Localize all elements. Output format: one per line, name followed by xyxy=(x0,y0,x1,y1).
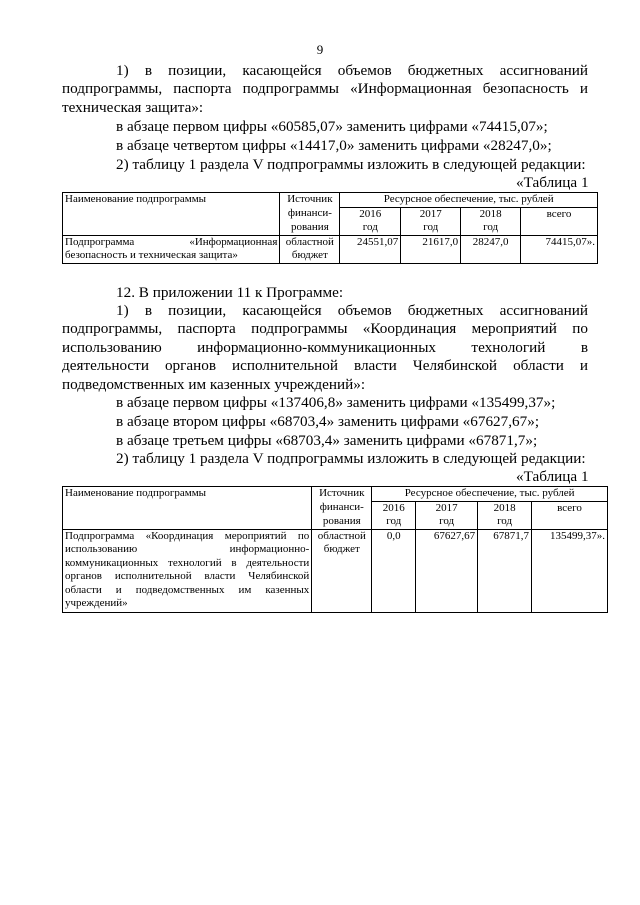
resource-table-1 xyxy=(62,192,598,264)
header-resources: Ресурсное обеспечение, тыс. рублей xyxy=(372,487,608,502)
header-total: всего xyxy=(532,501,608,529)
paragraph-line: техническая защита»: xyxy=(62,99,204,116)
header-source-line: финанси- xyxy=(319,501,364,513)
cell-2016: 24551,07 xyxy=(340,235,401,263)
paragraph-line: в абзаце третьем цифры «68703,4» заменить цифрами «67871,7»; xyxy=(116,432,538,449)
header-name: Наименование подпрограммы xyxy=(63,193,280,208)
cell-subprogram-name: Подпрограмма «Информационная безопасность и техническая защита» xyxy=(63,235,280,263)
header-year: 2016 год xyxy=(340,207,401,235)
header-name-cont xyxy=(63,501,312,529)
header-year: 2018 год xyxy=(461,207,521,235)
page-number: 9 xyxy=(316,42,324,57)
resource-table-2 xyxy=(62,486,608,613)
paragraph-line: в абзаце четвертом цифры «14417,0» заменить цифрами «28247,0»; xyxy=(116,137,552,154)
header-resources: Ресурсное обеспечение, тыс. рублей xyxy=(340,193,598,208)
cell-2018: 67871,7 xyxy=(478,529,532,612)
cell-source: областной бюджет xyxy=(312,529,372,612)
cell-subprogram-name: Подпрограмма «Координация мероприятий по использованию информационно-коммуникационных технологий в деятельности органов исполнительной власти Челябинской области и подведомственных им казенных учреждений» xyxy=(63,529,312,612)
paragraph-line: деятельности органов исполнительной власти Челябинской области и xyxy=(62,357,588,374)
header-name: Наименование подпрограммы xyxy=(63,487,312,502)
cell-total: 135499,37». xyxy=(532,529,608,612)
paragraph-line: подпрограммы, паспорта подпрограммы «Координация мероприятий по xyxy=(62,320,588,337)
table-row xyxy=(63,529,608,612)
paragraph-line: подпрограммы, паспорта подпрограммы «Информационная безопасность и xyxy=(62,80,588,97)
header-total: всего xyxy=(521,207,598,235)
table-caption: «Таблица 1 xyxy=(516,174,589,191)
paragraph-line: в абзаце втором цифры «68703,4» заменить цифрами «67627,67»; xyxy=(116,413,540,430)
paragraph-line: 1) в позиции, касающейся объемов бюджетных ассигнований xyxy=(116,62,588,79)
paragraph-line: 2) таблицу 1 раздела V подпрограммы изложить в следующей редакции: xyxy=(116,156,586,173)
paragraph-line: использованию информационно-коммуникационных технологий в xyxy=(62,339,588,356)
cell-source: областной бюджет xyxy=(280,235,340,263)
table-row xyxy=(63,235,598,263)
cell-total: 74415,07». xyxy=(521,235,598,263)
header-source: Источник xyxy=(312,487,372,502)
header-source-line: финанси- xyxy=(287,207,332,219)
header-year: 2016 год xyxy=(372,501,416,529)
header-source-cont xyxy=(312,501,372,529)
header-year: 2017 год xyxy=(401,207,461,235)
header-source: Источник xyxy=(280,193,340,208)
section-heading: 12. В приложении 11 к Программе: xyxy=(116,284,344,301)
cell-2017: 67627,67 xyxy=(416,529,478,612)
cell-2018: 28247,0 xyxy=(461,235,521,263)
table-caption: «Таблица 1 xyxy=(516,468,589,485)
paragraph-line: 1) в позиции, касающейся объемов бюджетных ассигнований xyxy=(116,302,588,319)
header-source-line: рования xyxy=(322,514,361,527)
cell-2017: 21617,0 xyxy=(401,235,461,263)
header-source-cont xyxy=(280,207,340,235)
paragraph-line: 2) таблицу 1 раздела V подпрограммы изложить в следующей редакции: xyxy=(116,450,586,467)
cell-2016: 0,0 xyxy=(372,529,416,612)
header-year: 2018 год xyxy=(478,501,532,529)
paragraph-line: в абзаце первом цифры «60585,07» заменить цифрами «74415,07»; xyxy=(116,118,548,135)
header-source-line: рования xyxy=(290,220,329,233)
header-name-cont xyxy=(63,207,280,235)
paragraph-line: подведомственных им казенных учреждений»: xyxy=(62,376,366,393)
paragraph-line: в абзаце первом цифры «137406,8» заменить цифрами «135499,37»; xyxy=(116,394,556,411)
header-year: 2017 год xyxy=(416,501,478,529)
